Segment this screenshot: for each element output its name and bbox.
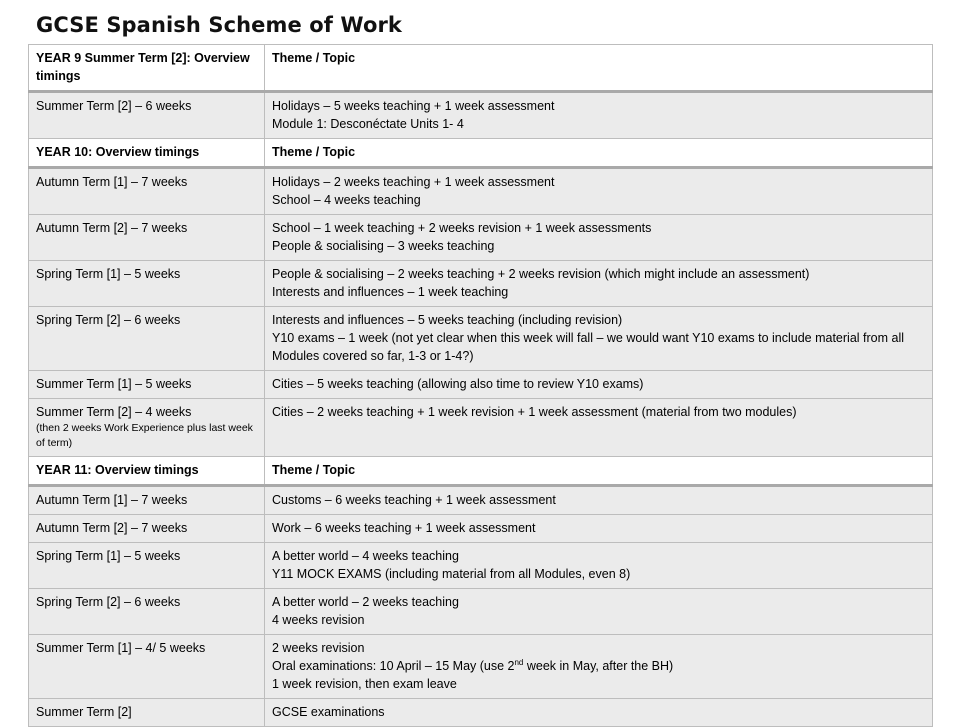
table-row <box>29 215 933 261</box>
topic-line: Customs – 6 weeks teaching + 1 week assessment <box>272 493 556 507</box>
topic-line: School – 4 weeks teaching <box>272 193 421 207</box>
document-title: GCSE Spanish Scheme of Work <box>36 13 402 37</box>
topic-line: People & socialising – 2 weeks teaching + 2 weeks revision (which might include an assessment) <box>272 267 810 281</box>
table-row <box>29 371 933 399</box>
section-header-row <box>29 45 933 92</box>
topic-line: People & socialising – 3 weeks teaching <box>272 239 495 253</box>
term-cell <box>29 635 265 699</box>
topic-cell <box>265 635 933 699</box>
term-label: Summer Term [2] <box>36 705 132 719</box>
ordinal-suffix: nd <box>514 657 524 667</box>
table-row <box>29 543 933 589</box>
term-cell <box>29 92 265 139</box>
topic-cell <box>265 699 933 727</box>
term-label: Summer Term [2] – 4 weeks <box>36 405 192 419</box>
term-cell <box>29 261 265 307</box>
term-label: Spring Term [1] – 5 weeks <box>36 267 181 281</box>
topic-line <box>272 657 926 675</box>
section-topic-heading: Theme / Topic <box>265 457 933 486</box>
term-label: Summer Term [1] – 5 weeks <box>36 377 192 391</box>
topic-line: Interests and influences – 5 weeks teaching (including revision) <box>272 313 623 327</box>
term-cell <box>29 486 265 515</box>
topic-cell <box>265 307 933 371</box>
section-period-heading: YEAR 10: Overview timings <box>29 139 265 168</box>
topic-line: 4 weeks revision <box>272 613 365 627</box>
table-row <box>29 399 933 457</box>
section-header-row <box>29 457 933 486</box>
term-label: Autumn Term [2] – 7 weeks <box>36 221 188 235</box>
topic-cell <box>265 168 933 215</box>
term-cell <box>29 307 265 371</box>
term-label: Summer Term [2] – 6 weeks <box>36 99 192 113</box>
topic-cell <box>265 486 933 515</box>
topic-line: 1 week revision, then exam leave <box>272 677 457 691</box>
term-label: Spring Term [2] – 6 weeks <box>36 595 181 609</box>
topic-line: GCSE examinations <box>272 705 385 719</box>
topic-text: Oral examinations: 10 April – 15 May (use 2 <box>272 659 515 673</box>
topic-cell <box>265 92 933 139</box>
term-cell <box>29 399 265 457</box>
table-row <box>29 515 933 543</box>
term-label: Spring Term [2] – 6 weeks <box>36 313 181 327</box>
table-row <box>29 307 933 371</box>
table-row <box>29 699 933 727</box>
term-note: (then 2 weeks Work Experience plus last week of term) <box>36 422 253 449</box>
topic-line: A better world – 4 weeks teaching <box>272 549 459 563</box>
term-cell <box>29 589 265 635</box>
term-label: Autumn Term [2] – 7 weeks <box>36 521 188 535</box>
topic-line: Cities – 2 weeks teaching + 1 week revision + 1 week assessment (material from two modules) <box>272 405 797 419</box>
topic-cell <box>265 261 933 307</box>
table-row <box>29 635 933 699</box>
topic-cell <box>265 215 933 261</box>
topic-line: Interests and influences – 1 week teaching <box>272 285 509 299</box>
term-label: Spring Term [1] – 5 weeks <box>36 549 181 563</box>
term-cell <box>29 699 265 727</box>
topic-line: School – 1 week teaching + 2 weeks revision + 1 week assessments <box>272 221 652 235</box>
topic-line: Cities – 5 weeks teaching (allowing also time to review Y10 exams) <box>272 377 644 391</box>
topic-line: Holidays – 2 weeks teaching + 1 week assessment <box>272 175 555 189</box>
topic-cell <box>265 589 933 635</box>
table-row <box>29 92 933 139</box>
table-body <box>29 45 933 727</box>
section-period-heading: YEAR 9 Summer Term [2]: Overview timings <box>29 45 265 92</box>
topic-cell <box>265 543 933 589</box>
table-row <box>29 589 933 635</box>
term-label: Summer Term [1] – 4/ 5 weeks <box>36 641 206 655</box>
table-row <box>29 168 933 215</box>
term-cell <box>29 371 265 399</box>
topic-line: Holidays – 5 weeks teaching + 1 week assessment <box>272 99 555 113</box>
topic-line: Module 1: Desconéctate Units 1- 4 <box>272 117 464 131</box>
table-row <box>29 261 933 307</box>
topic-line: Y10 exams – 1 week (not yet clear when this week will fall – we would want Y10 exams to include material from all Modules covered so far, 1-3 or 1-4?) <box>272 331 905 363</box>
section-header-row <box>29 139 933 168</box>
topic-text: week in May, after the BH) <box>523 659 674 673</box>
topic-line: Y11 MOCK EXAMS (including material from all Modules, even 8) <box>272 567 631 581</box>
term-label: Autumn Term [1] – 7 weeks <box>36 493 188 507</box>
topic-cell <box>265 371 933 399</box>
table-row <box>29 486 933 515</box>
section-topic-heading: Theme / Topic <box>265 45 933 92</box>
topic-line: 2 weeks revision <box>272 641 365 655</box>
term-cell <box>29 168 265 215</box>
topic-line: Work – 6 weeks teaching + 1 week assessment <box>272 521 536 535</box>
section-topic-heading: Theme / Topic <box>265 139 933 168</box>
section-period-heading: YEAR 11: Overview timings <box>29 457 265 486</box>
term-label: Autumn Term [1] – 7 weeks <box>36 175 188 189</box>
topic-cell <box>265 399 933 457</box>
scheme-of-work-table <box>28 44 933 727</box>
topic-cell <box>265 515 933 543</box>
topic-line: A better world – 2 weeks teaching <box>272 595 459 609</box>
term-cell <box>29 543 265 589</box>
term-cell <box>29 215 265 261</box>
term-cell <box>29 515 265 543</box>
